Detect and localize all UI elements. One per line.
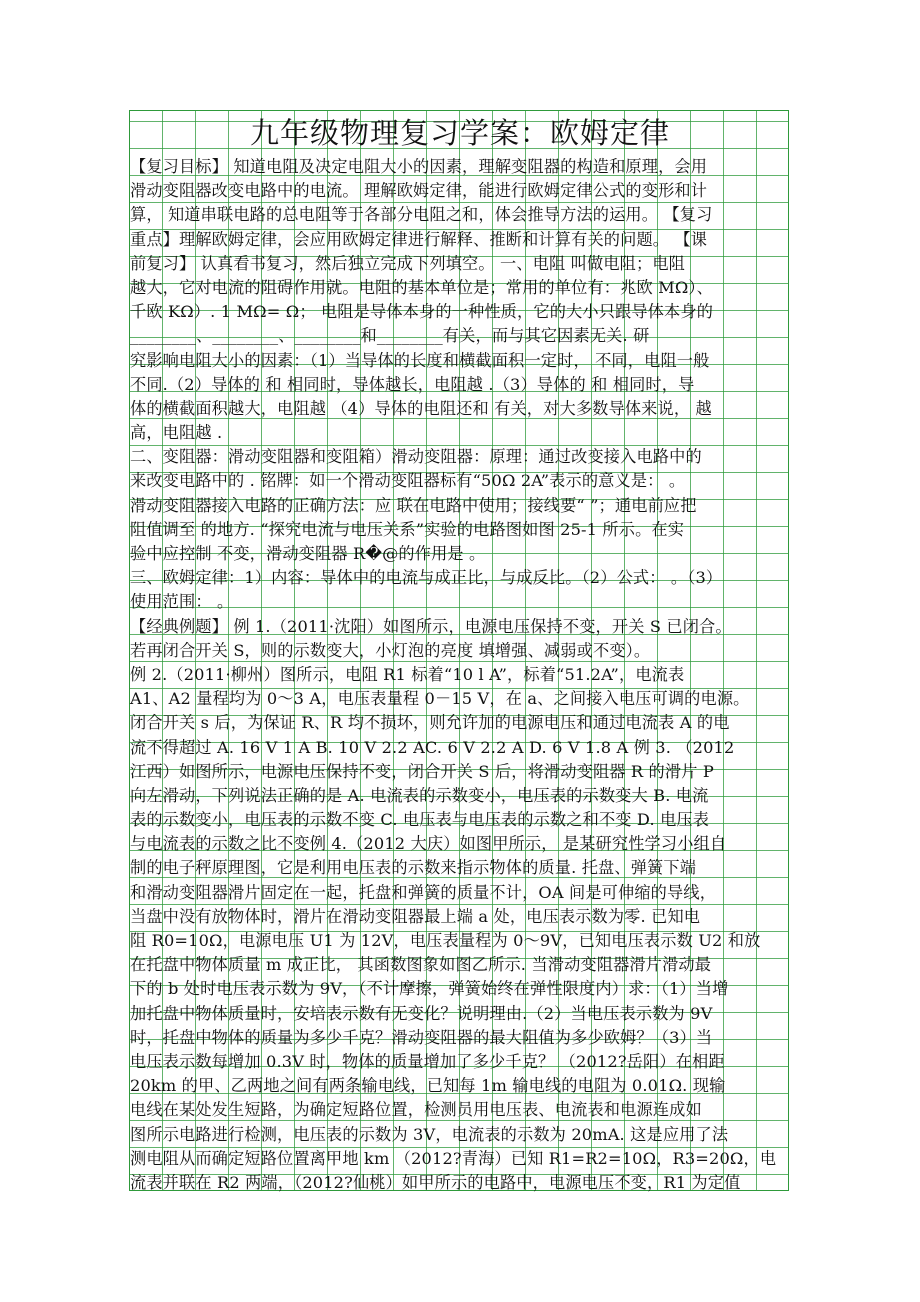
text-line: 【复习目标】 知道电阻及决定电阻大小的因素，理解变阻器的构造和原理，会用 [130,157,708,176]
text-line: 体的横截面积越大，电阻越 （4）导体的电阻还和 有关，对大多数导体来说， 越 [130,398,712,418]
text-line: 越大，它对电流的阻碍作用就。电阻的基本单位是；常用的单位有：兆欧 MΩ）、 [130,277,713,297]
text-lines [130,155,790,1195]
text-line: 【经典例题】 例 1.（2011·沈阳）如图所示，电源电压保持不变，开关 S 已闭合。 [130,616,732,636]
text-line: 来改变电路中的 . 铭牌：如一个滑动变阻器标有“50Ω 2A”表示的意义是： 。 [130,471,686,491]
text-line: 算， 知道串联电路的总电阻等于各部分电阻之和，体会推导方法的运用。 【复习 [130,205,713,225]
text-line: ________、________、________和________有关，而与其它因素无关. 研 [130,326,650,346]
text-line: 与电流表的示数之比不变例 4.（2012 大庆）如图甲所示， 是某研究性学习小组自 [130,834,727,854]
text-line: 20km 的甲、乙两地之间有两条输电线，已知每 1m 输电线的电阻为 0.01Ω. 现输 [130,1076,726,1096]
text-line: 千欧 KΩ）. 1 MΩ= Ω； 电阻是导体本身的一种性质，它的大小只跟导体本身的 [130,302,714,322]
text-line: 表的示数变小，电压表的示数不变 C. 电压表与电压表的示数之和不变 D. 电压表 [130,810,710,830]
text-line: 滑动变阻器接入电路的正确方法：应 联在电路中使用；接线要“ ”；通电前应把 [130,495,697,515]
text-line: 阻 R0=10Ω，电源电压 U1 为 12V，电压表量程为 0～9V，已知电压表示数 U2 和放 [130,931,761,950]
text-line: 测电阻从而确定短路位置离甲地 km （2012?青海）已知 R1=R2=10Ω，R3=20Ω，电 [130,1148,777,1168]
text-line: 例 2.（2011·柳州）图所示，电阻 R1 标着“10 l A”，标着“51.2A”，电流表 [130,664,685,684]
text-line: 制的电子秤原理图，它是利用电压表的示数来指示物体的质量. 托盘、弹簧下端 [130,858,697,878]
text-line: 和滑动变阻器滑片固定在一起，托盘和弹簧的质量不计，OA 间是可伸缩的导线， [130,882,717,902]
text-line: 闭合开关 s 后，为保证 R、R 均不损坏，则允许加的电源电压和通过电流表 A 的电 [130,713,730,733]
text-line: 下的 b 处时电压表示数为 9V，（不计摩擦，弹簧始终在弹性限度内）求：（1）当增 [130,979,729,999]
text-line: 不同.（2）导体的 和 相同时，导体越长，电阻越 .（3）导体的 和 相同时，导 [130,374,695,394]
text-line: 若再闭合开关 S，则的示数变大，小灯泡的亮度 填增强、减弱或不变）。 [130,640,651,660]
text-line: 高，电阻越 . [130,423,223,443]
text-line: 滑动变阻器改变电路中的电流。 理解欧姆定律，能进行欧姆定律公式的变形和计 [130,181,708,201]
page-title: 九年级物理复习学案：欧姆定律 [249,116,670,150]
text-line: 重点】理解欧姆定律，会应用欧姆定律进行解释、推断和计算有关的问题。 【课 [130,229,708,249]
document-body [130,111,790,1195]
text-line: 二、变阻器：滑动变阻器和变阻箱）滑动变阻器：原理：通过改变接入电路中的 [130,447,702,467]
text-line: 前复习】 认真看书复习，然后独立完成下列填空。 一、电阻 叫做电阻；电阻 [130,253,686,273]
text-line: 流不得超过 A. 16 V 1 A B. 10 V 2.2 AC. 6 V 2.2 A D. 6 V 1.8 A 例 3. （2012 [130,737,735,757]
text-line: 验中应控制 不变，滑动变阻器 R�@的作用是 。 [130,544,486,563]
worksheet-grid [129,110,789,1191]
text-line: 加托盘中物体质量时，安培表示数有无变化？说明理由.（2）当电压表示数为 9V [130,1003,713,1023]
text-line: 江西）如图所示，电源电压保持不变，闭合开关 S 后，将滑动变阻器 R 的滑片 P [130,761,714,781]
text-line: A1、A2 量程均为 0～3 A，电压表量程 0－15 V，在 a、之间接入电压可调的电源。 [130,689,750,709]
text-line: 三、欧姆定律：1）内容：导体中的电流与成正比，与成反比。（2）公式： 。（3） [130,568,723,588]
text-line: 图所示电路进行检测，电压表的示数为 3V，电流表的示数为 20mA. 这是应用了法 [130,1124,729,1144]
text-line: 阻值调至 的地方. “探究电流与电压关系”实验的电路图如图 25-1 所示。在实 [130,519,685,539]
text-line: 向左滑动，下列说法正确的是 A. 电流表的示数变小，电压表的示数变大 B. 电流 [130,785,709,805]
text-line: 流表并联在 R2 两端，（2012?仙桃）如甲所示的电路中，电源电压不变，R1 为定值 [130,1172,741,1192]
text-line: 究影响电阻大小的因素：（1）当导体的长度和横截面积一定时， 不同，电阻一般 [130,350,710,370]
text-line: 电压表示数每增加 0.3V 时，物体的质量增加了多少千克？ （2012?岳阳）在相距 [130,1051,725,1071]
text-line: 使用范围： 。 [130,592,234,612]
text-line: 在托盘中物体质量 m 成正比， 其函数图象如图乙所示. 当滑动变阻器滑片滑动最 [130,955,712,975]
text-line: 当盘中没有放物体时，滑片在滑动变阻器最上端 a 处，电压表示数为零. 已知电 [130,906,701,926]
text-line: 时，托盘中物体的质量为多少千克？滑动变阻器的最大阻值为多少欧姆？（3）当 [130,1027,713,1047]
text-line: 电线在某处发生短路，为确定短路位置，检测员用电压表、电流表和电源连成如 [130,1100,702,1120]
